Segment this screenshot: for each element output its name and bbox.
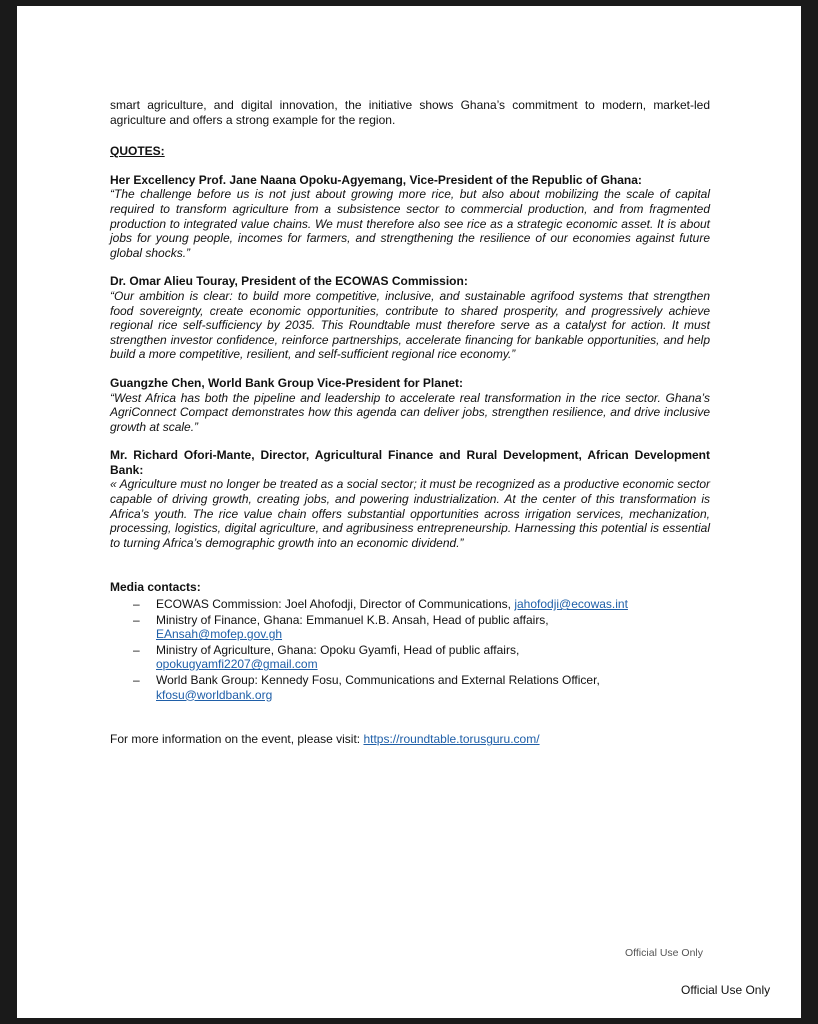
contact-item bbox=[110, 613, 710, 642]
contact-item bbox=[110, 643, 710, 672]
contact-text: Ministry of Finance, Ghana: Emmanuel K.B. Ansah, Head of public affairs, bbox=[156, 612, 549, 627]
quotes-heading: QUOTES: bbox=[110, 144, 165, 159]
event-website-link[interactable]: https://roundtable.torusguru.com/ bbox=[363, 732, 540, 747]
contact-email-link[interactable]: EAnsah@mofep.gov.gh bbox=[156, 627, 283, 642]
quote-block bbox=[110, 173, 710, 261]
quote-block bbox=[110, 274, 710, 362]
classification-footer-page: Official Use Only bbox=[625, 947, 703, 959]
quote-text: “Our ambition is clear: to build more competitive, inclusive, and sustainable agrifood systems that strengthen food sovereignty, create economic opportunities, contribute to shared prosperity, and progressively achieve regional rice self-sufficiency by 2035. This Roundtable must therefore serve as a catalyst for action. It must strengthen investor confidence, reinforce partnerships, accelerate financing for bankable opportunities, and help build a more competitive, resilient, and self-sufficient regional rice economy.” bbox=[110, 288, 710, 362]
list-dash: – bbox=[133, 642, 140, 657]
more-info-line bbox=[110, 732, 710, 747]
document-page bbox=[17, 6, 801, 1018]
quote-text: « Agriculture must no longer be treated as a social sector; it must be recognized as a productive economic sector capable of driving growth, creating jobs, and powering industrialization. At the center of this transformation is Africa’s youth. The rice value chain offers substantial opportunities across irrigation services, mechanization, processing, logistics, digital agriculture, and agribusiness entrepreneurship. Harnessing this potential is essential to turning Africa’s demographic growth into an economic dividend.” bbox=[110, 477, 710, 550]
contact-text: World Bank Group: Kennedy Fosu, Communications and External Relations Officer, bbox=[156, 673, 600, 687]
quote-speaker: Her Excellency Prof. Jane Naana Opoku-Agyemang, Vice-President of the Republic of Ghana: bbox=[110, 172, 642, 187]
contact-item bbox=[110, 597, 710, 612]
quote-speaker: Dr. Omar Alieu Touray, President of the ECOWAS Commission: bbox=[110, 274, 468, 289]
list-dash: – bbox=[133, 597, 140, 612]
media-contacts-list bbox=[110, 597, 710, 702]
quote-text: “The challenge before us is not just about growing more rice, but also about mobilizing the scale of capital required to transform agriculture from a subsistence sector to commercial production, and from fragmented production to integrated value chains. We must therefore also see rice as a strategic economic asset. It is about jobs for young people, incomes for farmers, and strengthening the resilience of our economies against future global shocks.” bbox=[110, 187, 710, 260]
quote-block bbox=[110, 376, 710, 434]
intro-paragraph: smart agriculture, and digital innovation, the initiative shows Ghana’s commitment to modern, market-led agriculture and offers a strong example for the region. bbox=[110, 98, 710, 127]
contact-text: ECOWAS Commission: Joel Ahofodji, Director of Communications, bbox=[156, 597, 515, 612]
contact-item bbox=[110, 673, 710, 702]
quote-speaker: Guangzhe Chen, World Bank Group Vice-President for Planet: bbox=[110, 375, 463, 390]
classification-footer: Official Use Only bbox=[681, 983, 771, 997]
contact-text: Ministry of Agriculture, Ghana: Opoku Gyamfi, Head of public affairs, bbox=[156, 642, 520, 657]
contact-email-link[interactable]: jahofodji@ecowas.int bbox=[514, 597, 628, 612]
quote-speaker: Mr. Richard Ofori-Mante, Director, Agricultural Finance and Rural Development, African Development Bank: bbox=[110, 448, 710, 477]
media-contacts-title: Media contacts: bbox=[110, 580, 201, 595]
list-dash: – bbox=[133, 612, 140, 627]
contact-email-link[interactable]: kfosu@worldbank.org bbox=[156, 687, 273, 702]
contact-email-link[interactable]: opokugyamfi2207@gmail.com bbox=[156, 657, 318, 672]
document-body bbox=[110, 98, 710, 747]
list-dash: – bbox=[133, 673, 140, 687]
quote-block bbox=[110, 448, 710, 550]
quote-text: “West Africa has both the pipeline and leadership to accelerate real transformation in the rice sector. Ghana’s AgriConnect Compact demonstrates how this agenda can deliver jobs, strengthen resilience, and drive inclusive growth at scale.” bbox=[110, 390, 710, 434]
more-info-text: For more information on the event, please visit: bbox=[110, 732, 364, 747]
